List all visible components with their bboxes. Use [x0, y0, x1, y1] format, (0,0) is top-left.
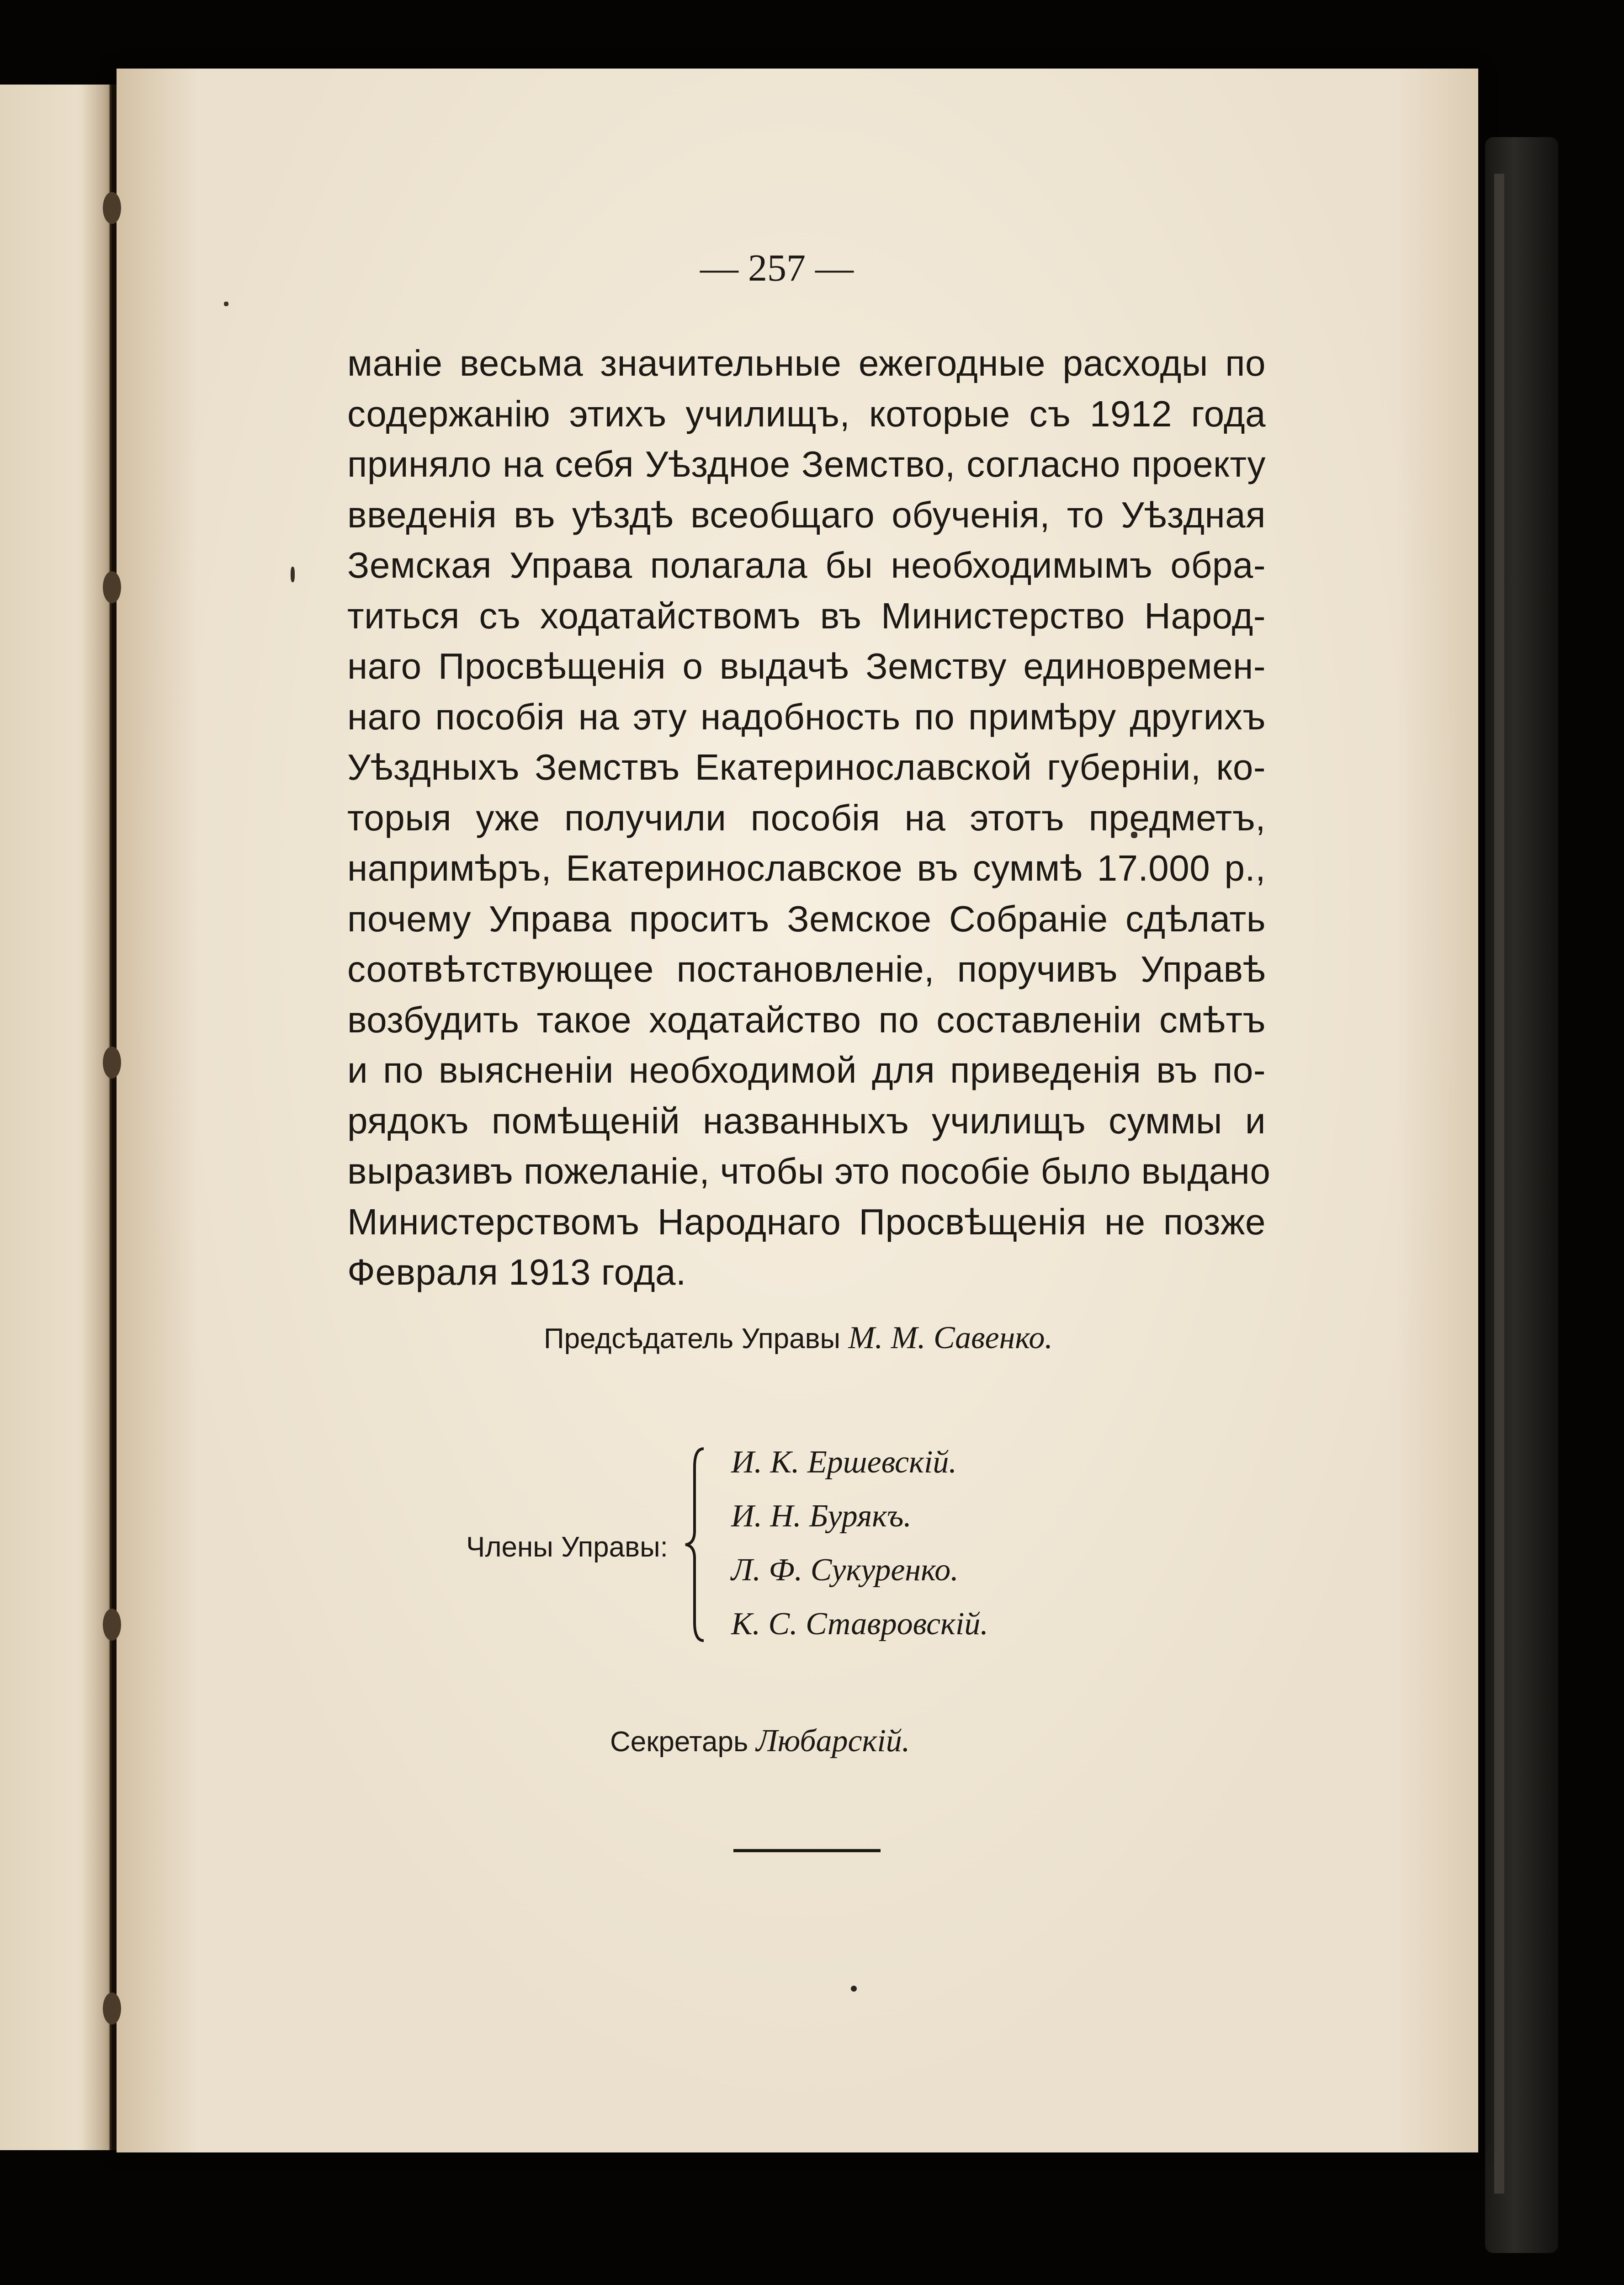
- member-name: И. Н. Бурякъ.: [731, 1499, 912, 1534]
- member-name: Л. Ф. Сукуренко.: [731, 1552, 959, 1588]
- paragraph-line: выразивъ пожеланіе, чтобы это пособіе было выдано: [347, 1151, 1271, 1191]
- members-label: Члены Управы:: [466, 1531, 668, 1563]
- page-number: — 257 —: [700, 247, 854, 289]
- gutter-fold: [109, 85, 111, 2150]
- paragraph-line: наго Просвѣщенія о выдачѣ Земству единовремен-: [347, 646, 1266, 686]
- chairman-signature: [544, 1320, 1138, 1356]
- paragraph-line: содержанію этихъ училищъ, которые съ 1912 года: [347, 393, 1266, 434]
- binding-stitch: [103, 1993, 121, 2025]
- paper-speck: [224, 302, 228, 306]
- paragraph-line: Земская Управа полагала бы необходимымъ обра-: [347, 545, 1266, 585]
- paragraph-line: Февраля 1913 года.: [347, 1252, 686, 1292]
- paragraph-line: приняло на себя Уѣздное Земство, согласно проекту: [347, 444, 1266, 484]
- secretary-name: Любарскій.: [756, 1723, 910, 1759]
- binding-stitch: [103, 1047, 121, 1079]
- chairman-title: Предсѣдатель Управы: [544, 1323, 841, 1355]
- paragraph-line: маніе весьма значительные ежегодные расходы по: [347, 343, 1266, 383]
- paragraph-line: Уѣздныхъ Земствъ Екатеринославской губерніи, ко-: [347, 747, 1266, 787]
- paragraph-line: возбудить такое ходатайство по составленіи смѣтъ: [347, 999, 1266, 1040]
- paragraph-line: рядокъ помѣщеній названныхъ училищъ суммы и: [347, 1100, 1266, 1141]
- paragraph-line: наго пособія на эту надобность по примѣру другихъ: [347, 696, 1266, 737]
- ink-dot: [851, 1986, 857, 1992]
- secretary-title: Секретарь: [610, 1726, 748, 1758]
- paragraph-line: Министерствомъ Народнаго Просвѣщенія не позже: [347, 1201, 1266, 1242]
- binding-stitch: [103, 1609, 121, 1641]
- paragraph-line: титься съ ходатайствомъ въ Министерство Народ-: [347, 595, 1266, 636]
- paragraph-line: торыя уже получили пособія на этотъ предметъ,: [347, 797, 1266, 838]
- secretary-signature: [610, 1723, 1021, 1759]
- member-name: И. К. Ершевскій.: [731, 1445, 957, 1480]
- members-brace: [676, 1440, 717, 1650]
- binding-stitch: [103, 571, 121, 603]
- paper-speck: [291, 567, 295, 582]
- closing-rule: [733, 1849, 881, 1852]
- binding-stitch: [103, 192, 121, 224]
- paragraph-line: и по выясненіи необходимой для приведенія въ по-: [347, 1050, 1266, 1090]
- member-name: К. С. Ставровскій.: [731, 1606, 988, 1642]
- paragraph-line: введенія въ уѣздѣ всеобщаго обученія, то Уѣздная: [347, 494, 1266, 535]
- paragraph-line: почему Управа проситъ Земское Собраніе сдѣлать: [347, 898, 1266, 939]
- paragraph-line: напримѣръ, Екатеринославское въ суммѣ 17.000 р.,: [347, 848, 1266, 888]
- book-binding-stripe: [1494, 174, 1504, 2194]
- paragraph-line: соотвѣтствующее постановленіе, поручивъ Управѣ: [347, 949, 1266, 989]
- body-paragraph: [347, 338, 1271, 1298]
- chairman-name: М. М. Савенко.: [848, 1320, 1053, 1355]
